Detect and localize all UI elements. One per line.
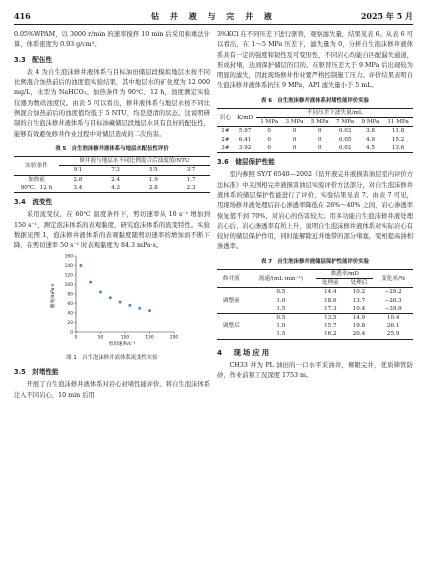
table-header: 渗透率/mD bbox=[316, 270, 373, 279]
table-cell: 0 bbox=[292, 128, 297, 135]
table-6 bbox=[217, 108, 413, 153]
table-cell: 3.92 bbox=[238, 144, 252, 151]
data-point bbox=[128, 303, 131, 306]
table-row bbox=[217, 144, 413, 153]
table-cell: 10.4 bbox=[386, 315, 400, 322]
table-cell: 1.0 bbox=[276, 297, 286, 304]
section-heading-3-4: 3.4 流变性 bbox=[14, 198, 53, 207]
table-cell: 0.05 bbox=[338, 136, 352, 143]
table-row bbox=[217, 136, 413, 144]
table-cell: 10.4 bbox=[352, 305, 366, 312]
table-cell: 90℃、12 h bbox=[20, 184, 53, 191]
table-cell: 2.3 bbox=[186, 184, 196, 191]
table-5 bbox=[14, 156, 210, 193]
table-row bbox=[217, 297, 413, 305]
table-header: 修井液 bbox=[217, 270, 246, 288]
table-cell: 调整后 bbox=[217, 314, 246, 340]
table-cell: 0 bbox=[267, 144, 271, 151]
table-header: 不同压差下滤失量/mL bbox=[256, 109, 413, 118]
table-header: 岩心 bbox=[217, 109, 234, 127]
table-row bbox=[217, 305, 413, 314]
section-heading-3-5: 3.5 封堵性能 bbox=[14, 368, 59, 377]
table-header: 变化率/% bbox=[373, 270, 413, 288]
table-cell: 0 bbox=[318, 128, 322, 135]
y-tick-label: 40 bbox=[67, 311, 73, 317]
table-cell: 0 bbox=[292, 144, 297, 151]
table-cell: 16.2 bbox=[324, 331, 337, 338]
data-point bbox=[89, 280, 92, 283]
table-cell: 19.8 bbox=[352, 323, 366, 330]
table-cell: 2# bbox=[221, 136, 230, 143]
table-cell: 15.2 bbox=[391, 136, 405, 143]
table-header: 实验条件 bbox=[14, 157, 59, 175]
table-cell: −26.3 bbox=[384, 297, 402, 304]
figure-1-chart bbox=[14, 252, 210, 348]
table-cell: 1# bbox=[221, 128, 230, 135]
table-cell: 13.7 bbox=[352, 297, 366, 304]
y-axis-label: 黏度/mPa·s bbox=[51, 283, 56, 308]
paragraph: 3%KCl 在不同压差下进行驱替，观察滤失量，结果见表 6。从表 6 可以看出，在 1～5 MPa 压差下，滤失量为 0，分析自生泡沫修井液体系具有一定的强度和韧性及可变形性，不同岩心均能自匹配漏失通道，形成封堵，达到保护储层的目的。在驱替压差大于 9 MPa 后出现较为明显的滤失，因此现场修井作业要严格控制施工压力。评价结果表明自生泡沫修井液体系抗压 9 MPa，API 滤失量小于 5 mL。 bbox=[217, 31, 413, 90]
page-header bbox=[14, 10, 413, 25]
y-tick-label: 100 bbox=[64, 282, 73, 288]
table-header: 7∶3 bbox=[111, 167, 120, 174]
table-cell: −29.2 bbox=[384, 289, 402, 296]
paragraph: 表 4 为自生泡沫修井液体系与目标油田储层段模拟地层水按不同比例混合加热前后的浊度值实验结果，其中地层水的矿化度为 12 000 mg/L，水型为 NaHCO₃。加热条件为 90℃、12 h，浊度测定实验仪器为数码浊度仪。由表 5 可以看出，修井液体系与地层水按不同比例混合加热前后的浊度值均低于 5 NTU，均是澄清的状态，这说明研制的自生泡沫修井液体系与目标油藏储层段地层水具有良好的配伍性，能够有效避免修井作业过程中对储层造成的二次伤害。 bbox=[14, 68, 210, 138]
table-cell: 0.5 bbox=[276, 315, 286, 322]
table-header: 7 MPa bbox=[336, 119, 355, 126]
x-axis-label: 剪切速率/s⁻¹ bbox=[108, 341, 136, 347]
table-cell: 0 bbox=[292, 136, 297, 143]
table-header: 5 MPa bbox=[310, 119, 329, 126]
table-header: 3 MPa bbox=[285, 119, 304, 126]
section-heading-4: 4 现场应用 bbox=[217, 347, 272, 357]
table-cell: 0 bbox=[267, 136, 271, 143]
section-heading-3-6: 3.6 储层保护性能 bbox=[217, 158, 275, 167]
table-cell: 4.9 bbox=[366, 136, 375, 143]
table-row bbox=[14, 184, 210, 193]
table-cell: 17.3 bbox=[324, 305, 337, 312]
issue-date: 2025 年 5 月 bbox=[360, 11, 413, 21]
table-header: 9∶1 bbox=[73, 167, 83, 174]
table-cell: 2.4 bbox=[111, 176, 121, 183]
section-heading-3-3: 3.3 配伍性 bbox=[14, 55, 53, 64]
table-header: K/mD bbox=[234, 109, 257, 127]
table-6-caption: 表 6 自生泡沫修井液体系封堵性能评价实验 bbox=[260, 97, 370, 104]
y-tick-label: 120 bbox=[64, 273, 73, 279]
table-cell: 调整前 bbox=[222, 297, 240, 304]
table-cell: 10.2 bbox=[352, 289, 366, 296]
table-row bbox=[217, 127, 413, 136]
table-row bbox=[217, 288, 413, 297]
paragraph: 室内参照 SY/T 6540—2002《钻开液完井液损害油层室内评价方法标准》中关国相完井液损害油层实验评价方法部分，对自生泡沫修井液体系的储层保护性能进行了评价，实验结果见表 7。由表 7 可见，用现场修井液处理后岩心渗透率降低在 26%～40% 之间，岩心渗透率恢复值不到 70%，对岩心的伤害较大；用多功能自生泡沫修井液处理岩心后，岩心渗透率有所上升，说明自生泡沫修井液体系对实际岩心有较好的储层保护作用，同时能解除近井地带的部分堵塞，变相提高油相渗透率。 bbox=[217, 171, 413, 251]
table-5-caption: 表 5 自生泡沫修井液体系与地层水配伍性评价 bbox=[55, 145, 169, 152]
data-point bbox=[138, 306, 141, 309]
table-cell: 26.1 bbox=[386, 323, 400, 330]
table-cell: 4.2 bbox=[111, 184, 121, 191]
table-row bbox=[217, 330, 413, 339]
table-cell: 2.8 bbox=[73, 176, 83, 183]
table-header: 修井液与地层水不同比例混合后浊度值/NTU bbox=[59, 157, 210, 166]
table-row bbox=[217, 314, 413, 323]
paragraph: 采用流变仪，在 60℃ 温度条件下，剪切速率从 10 s⁻¹ 增加到 150 s⁻¹，测定泡沫体系的表观黏度，研究泡沫体系的流变特性。实验数据见图 1，泡沫修井液体系的表观黏度随剪切速率的增加而不断下降，在剪切速率 50 s⁻¹ 时表观黏度为 84.3 mPa·s。 bbox=[14, 211, 210, 250]
data-point bbox=[119, 300, 122, 303]
table-cell: 1.9 bbox=[148, 176, 158, 183]
paragraph: CH33 井为 PL 油田的一口水平采油井，裸眼完井，优质筛管防砂，作业前泵工况深度 1753 m。 bbox=[217, 361, 413, 380]
table-header: 9 MPa bbox=[361, 119, 380, 126]
table-row bbox=[14, 175, 210, 184]
table-header: 3∶7 bbox=[186, 167, 196, 174]
x-tick-label: 50 bbox=[97, 335, 104, 341]
table-cell: 14.9 bbox=[352, 315, 366, 322]
table-cell: 18.6 bbox=[324, 297, 337, 304]
table-cell: 0.5 bbox=[276, 289, 286, 296]
table-7 bbox=[217, 269, 413, 340]
table-header: 1 MPa bbox=[260, 119, 279, 126]
table-header: 流速/(mL·min⁻¹) bbox=[246, 270, 316, 288]
paragraph: 开展了自生泡沫修井液体系对岩心封堵性能评价。将自生泡沫体系注入不同岩心，10 min 后用 bbox=[14, 381, 210, 399]
table-cell: 1.5 bbox=[276, 331, 286, 338]
table-cell: 3.8 bbox=[366, 128, 375, 135]
table-cell: −39.9 bbox=[384, 305, 402, 312]
journal-title: 钻 井 液 与 完 井 液 bbox=[151, 11, 276, 21]
table-cell: 0 bbox=[318, 144, 322, 151]
paragraph: 0.05%WPAM，以 3000 r/min 的速率搅拌 10 min 后采用称重法计算，体系密度为 0.93 g/cm³。 bbox=[14, 31, 210, 49]
y-tick-label: 0 bbox=[70, 330, 73, 336]
table-cell: 加热前 bbox=[28, 176, 45, 183]
table-cell: 4.5 bbox=[366, 144, 375, 151]
table-header: 处理后 bbox=[350, 280, 368, 287]
y-tick-label: 160 bbox=[64, 254, 73, 260]
table-cell: 0 bbox=[318, 136, 322, 143]
table-7-caption: 表 7 自生泡沫修井液储层保护性能评价实验 bbox=[260, 258, 370, 265]
table-cell: 3# bbox=[221, 144, 230, 151]
table-cell: 0.02 bbox=[338, 144, 352, 151]
x-tick-label: 150 bbox=[145, 335, 154, 341]
right-column bbox=[217, 30, 413, 382]
table-cell: 20.4 bbox=[352, 331, 366, 338]
table-cell: 1.0 bbox=[276, 323, 286, 330]
table-cell: 5.97 bbox=[238, 128, 252, 135]
figure-1-caption: 图 1 自生泡沫修井液体系流变性实验 bbox=[66, 354, 158, 361]
table-cell: 0 bbox=[267, 128, 271, 135]
x-tick-label: 100 bbox=[120, 335, 130, 341]
data-point bbox=[109, 296, 112, 299]
y-tick-label: 80 bbox=[67, 292, 73, 298]
page-number: 416 bbox=[14, 11, 31, 21]
data-point bbox=[79, 264, 82, 267]
table-cell: 13.6 bbox=[391, 144, 405, 151]
table-cell: 6.41 bbox=[238, 136, 252, 143]
data-point bbox=[99, 290, 102, 293]
table-cell: 13.5 bbox=[324, 315, 337, 322]
table-cell: 25.9 bbox=[386, 331, 400, 338]
table-header: 处理前 bbox=[321, 280, 339, 287]
y-tick-label: 140 bbox=[64, 263, 73, 269]
table-row bbox=[217, 322, 413, 330]
table-cell: 1.7 bbox=[186, 176, 196, 183]
y-tick-label: 60 bbox=[67, 301, 73, 307]
y-tick-label: 20 bbox=[67, 320, 73, 326]
table-cell: 3.4 bbox=[73, 184, 83, 191]
table-header: 11 MPa bbox=[387, 119, 409, 126]
table-cell: 2.8 bbox=[148, 184, 158, 191]
left-column bbox=[14, 30, 210, 401]
x-tick-label: 0 bbox=[74, 335, 78, 341]
table-header: 5∶5 bbox=[149, 167, 158, 174]
data-point bbox=[148, 309, 151, 312]
x-tick-label: 200 bbox=[169, 335, 179, 341]
table-cell: 11.8 bbox=[391, 128, 405, 135]
table-cell: 15.7 bbox=[324, 323, 337, 330]
table-cell: 1.5 bbox=[276, 305, 286, 312]
table-cell: 14.4 bbox=[324, 289, 337, 296]
table-cell: 0.03 bbox=[338, 128, 352, 135]
